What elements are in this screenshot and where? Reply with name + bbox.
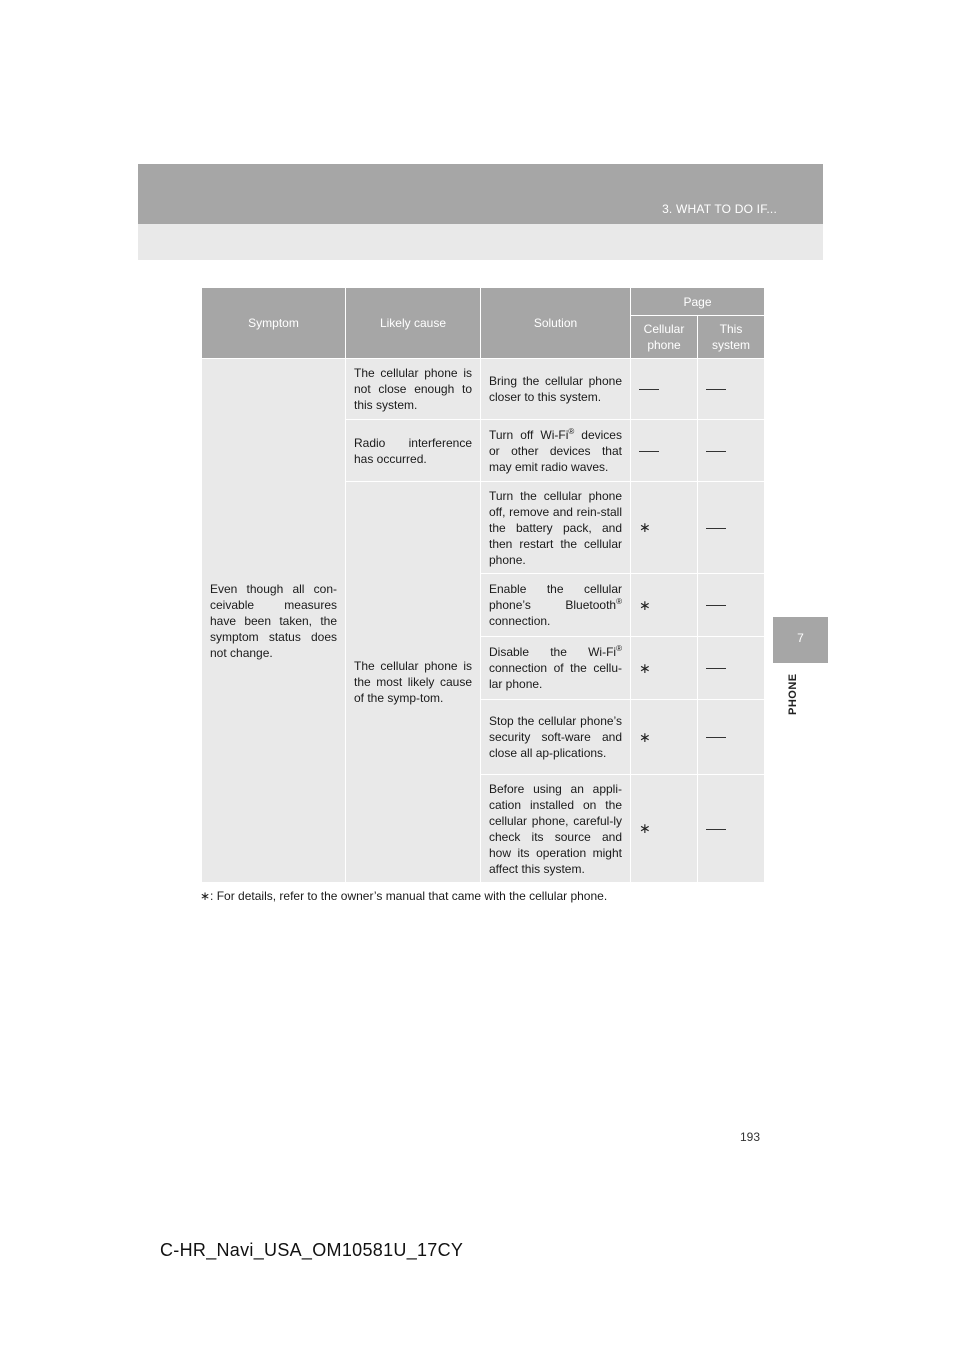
system-page-cell <box>698 637 765 700</box>
solution-text: Before using an appli-cation installed on the cellular phone, careful-ly check its source and how its operation might affect this system. <box>489 781 622 876</box>
cellular-page-cell <box>631 359 698 420</box>
header-this-system: This system <box>698 316 765 359</box>
solution-text: Enable the cellular phone’s Bluetooth <box>489 582 622 612</box>
solution-cell <box>481 775 631 883</box>
system-page-cell <box>698 775 765 883</box>
section-title: 3. WHAT TO DO IF... <box>662 202 777 216</box>
dash-mark <box>706 389 726 390</box>
dash-mark <box>706 605 726 606</box>
document-code: C-HR_Navi_USA_OM10581U_17CY <box>160 1240 464 1260</box>
registered-mark: ® <box>616 644 622 653</box>
solution-cell <box>481 574 631 637</box>
asterisk-mark: ∗ <box>639 820 651 836</box>
chapter-tab <box>773 617 828 663</box>
header-subband <box>138 224 823 260</box>
system-page-cell <box>698 420 765 482</box>
cellular-page-cell <box>631 775 698 883</box>
cellular-page-cell <box>631 420 698 482</box>
footnote: ∗: For details, refer to the owner’s manual that came with the cellular phone. <box>200 889 608 903</box>
solution-text-tail: devices or other devices that may emit radio waves. <box>489 427 622 474</box>
solution-text-tail: connection of the cellu-lar phone. <box>489 661 622 691</box>
header-solution: Solution <box>481 288 631 359</box>
registered-mark: ® <box>616 597 622 606</box>
solution-text: Disable the Wi-Fi <box>489 645 617 659</box>
dash-mark <box>639 389 659 390</box>
solution-text-tail: connection. <box>489 614 551 628</box>
solution-cell <box>481 482 631 574</box>
cause-cell: The cellular phone is the most likely cause of the symp-tom. <box>346 482 481 883</box>
cellular-page-cell <box>631 482 698 574</box>
registered-mark: ® <box>568 426 575 436</box>
dash-mark <box>706 451 726 452</box>
cause-cell: Radio interference has occurred. <box>346 420 481 482</box>
chapter-number: 7 <box>797 631 804 645</box>
asterisk-mark: ∗ <box>639 728 651 745</box>
dash-mark <box>706 737 726 738</box>
dash-mark <box>706 829 726 830</box>
system-page-cell <box>698 359 765 420</box>
table-row <box>202 359 765 420</box>
asterisk-mark: ∗ <box>639 519 651 535</box>
troubleshooting-table <box>201 287 765 883</box>
solution-text: Stop the cellular phone’s security soft-ware and close all ap-plications. <box>489 714 622 760</box>
header-cellular-phone: Cellular phone <box>631 316 698 359</box>
page-number: 193 <box>740 1130 761 1144</box>
solution-text: Turn the cellular phone off, remove and rein-stall the battery pack, and then restart the cellular phone. <box>489 488 622 567</box>
header-likely-cause: Likely cause <box>346 288 481 359</box>
system-page-cell <box>698 574 765 637</box>
dash-mark <box>639 451 659 452</box>
chapter-label: PHONE <box>787 673 799 715</box>
header-symptom: Symptom <box>202 288 346 359</box>
symptom-cell: Even though all con-ceivable measures have been taken, the symptom status does not change. <box>202 359 346 883</box>
solution-text: Turn off Wi-Fi <box>489 427 569 442</box>
dash-mark <box>706 668 726 669</box>
solution-cell <box>481 637 631 700</box>
cellular-page-cell <box>631 700 698 775</box>
cellular-page-cell <box>631 574 698 637</box>
asterisk-mark: ∗ <box>639 596 651 613</box>
solution-cell <box>481 700 631 775</box>
solution-text: Bring the cellular phone closer to this system. <box>489 374 622 404</box>
cellular-page-cell <box>631 637 698 700</box>
asterisk-mark: ∗ <box>639 659 651 676</box>
cause-cell: The cellular phone is not close enough to this system. <box>346 359 481 420</box>
solution-cell <box>481 420 631 482</box>
system-page-cell <box>698 700 765 775</box>
header-page: Page <box>631 288 765 316</box>
header-band <box>138 164 823 224</box>
solution-cell <box>481 359 631 420</box>
dash-mark <box>706 528 726 529</box>
system-page-cell <box>698 482 765 574</box>
